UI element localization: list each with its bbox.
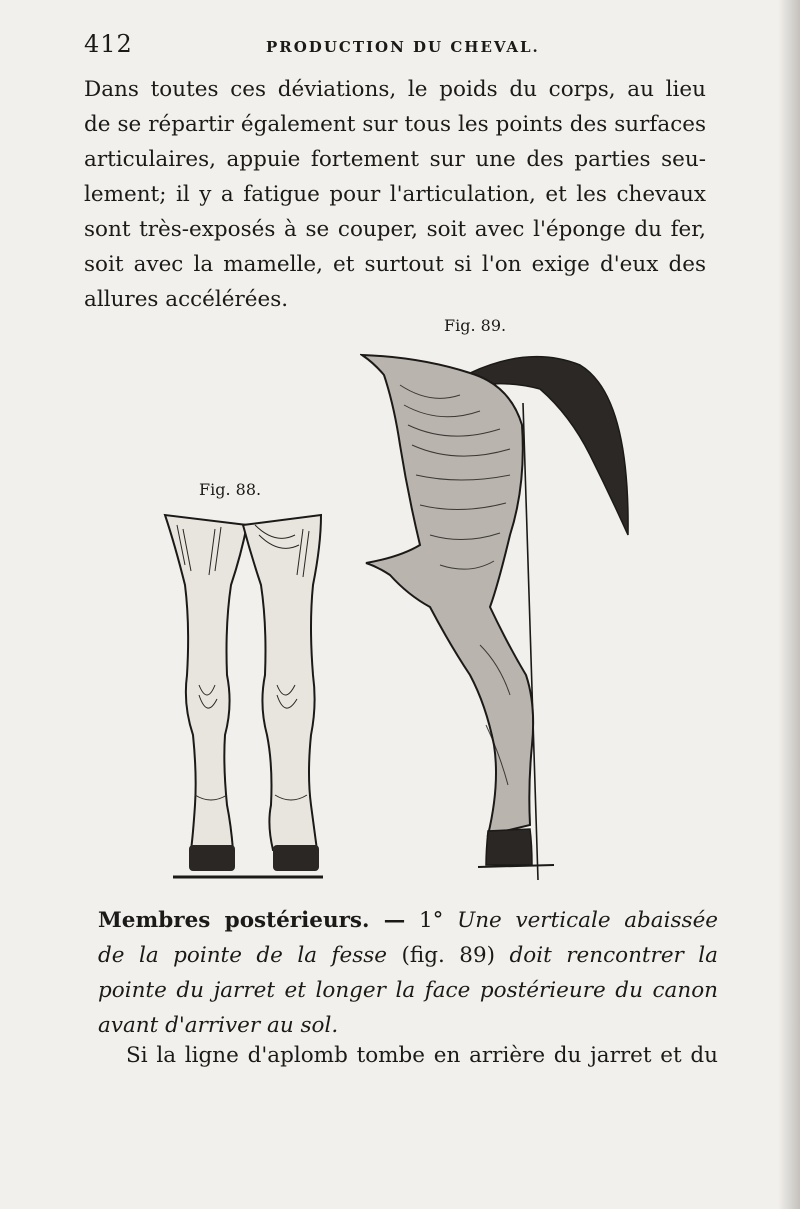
section-paragraph	[98, 903, 718, 1043]
running-head: PRODUCTION DU CHEVAL.	[266, 38, 540, 56]
section-heading: Membres postérieurs. —	[98, 908, 406, 933]
italic-text: Une verticale abaissée	[457, 908, 719, 933]
text-line	[98, 903, 718, 938]
text-line: de se répartir également sur tous les points des surfaces	[84, 112, 706, 137]
figure-reference: (fig. 89)	[401, 943, 496, 968]
text-line: lement; il y a fatigue pour l'articulation, et les chevaux	[84, 182, 706, 207]
section-number: 1°	[418, 908, 444, 933]
italic-text: doit rencontrer la	[509, 943, 718, 968]
fig89-illustration	[360, 345, 640, 885]
text-line: Dans toutes ces déviations, le poids du corps, au lieu	[84, 77, 706, 102]
page-number: 412	[84, 30, 133, 58]
text-line: pointe du jarret et longer la face postérieure du canon	[98, 978, 718, 1003]
fig88-caption: Fig. 88.	[199, 480, 262, 499]
intro-paragraph	[84, 72, 706, 317]
text-line: sont très-exposés à se couper, soit avec l'éponge du fer,	[84, 217, 706, 242]
text-line: soit avec la mamelle, et surtout si l'on exige d'eux des	[84, 252, 706, 277]
italic-text: de la pointe de la fesse	[98, 943, 388, 968]
text-line: articulaires, appuie fortement sur une des parties seu-	[84, 147, 706, 172]
closing-line: Si la ligne d'aplomb tombe en arrière du jarret et du	[126, 1043, 718, 1068]
fig88-illustration	[155, 505, 330, 885]
text-line: allures accélérées.	[84, 287, 289, 312]
page-edge-shadow	[778, 0, 800, 1209]
text-line	[98, 938, 718, 973]
text-line: avant d'arriver au sol.	[98, 1013, 339, 1038]
page-header	[84, 30, 724, 60]
fig89-caption: Fig. 89.	[444, 316, 507, 335]
